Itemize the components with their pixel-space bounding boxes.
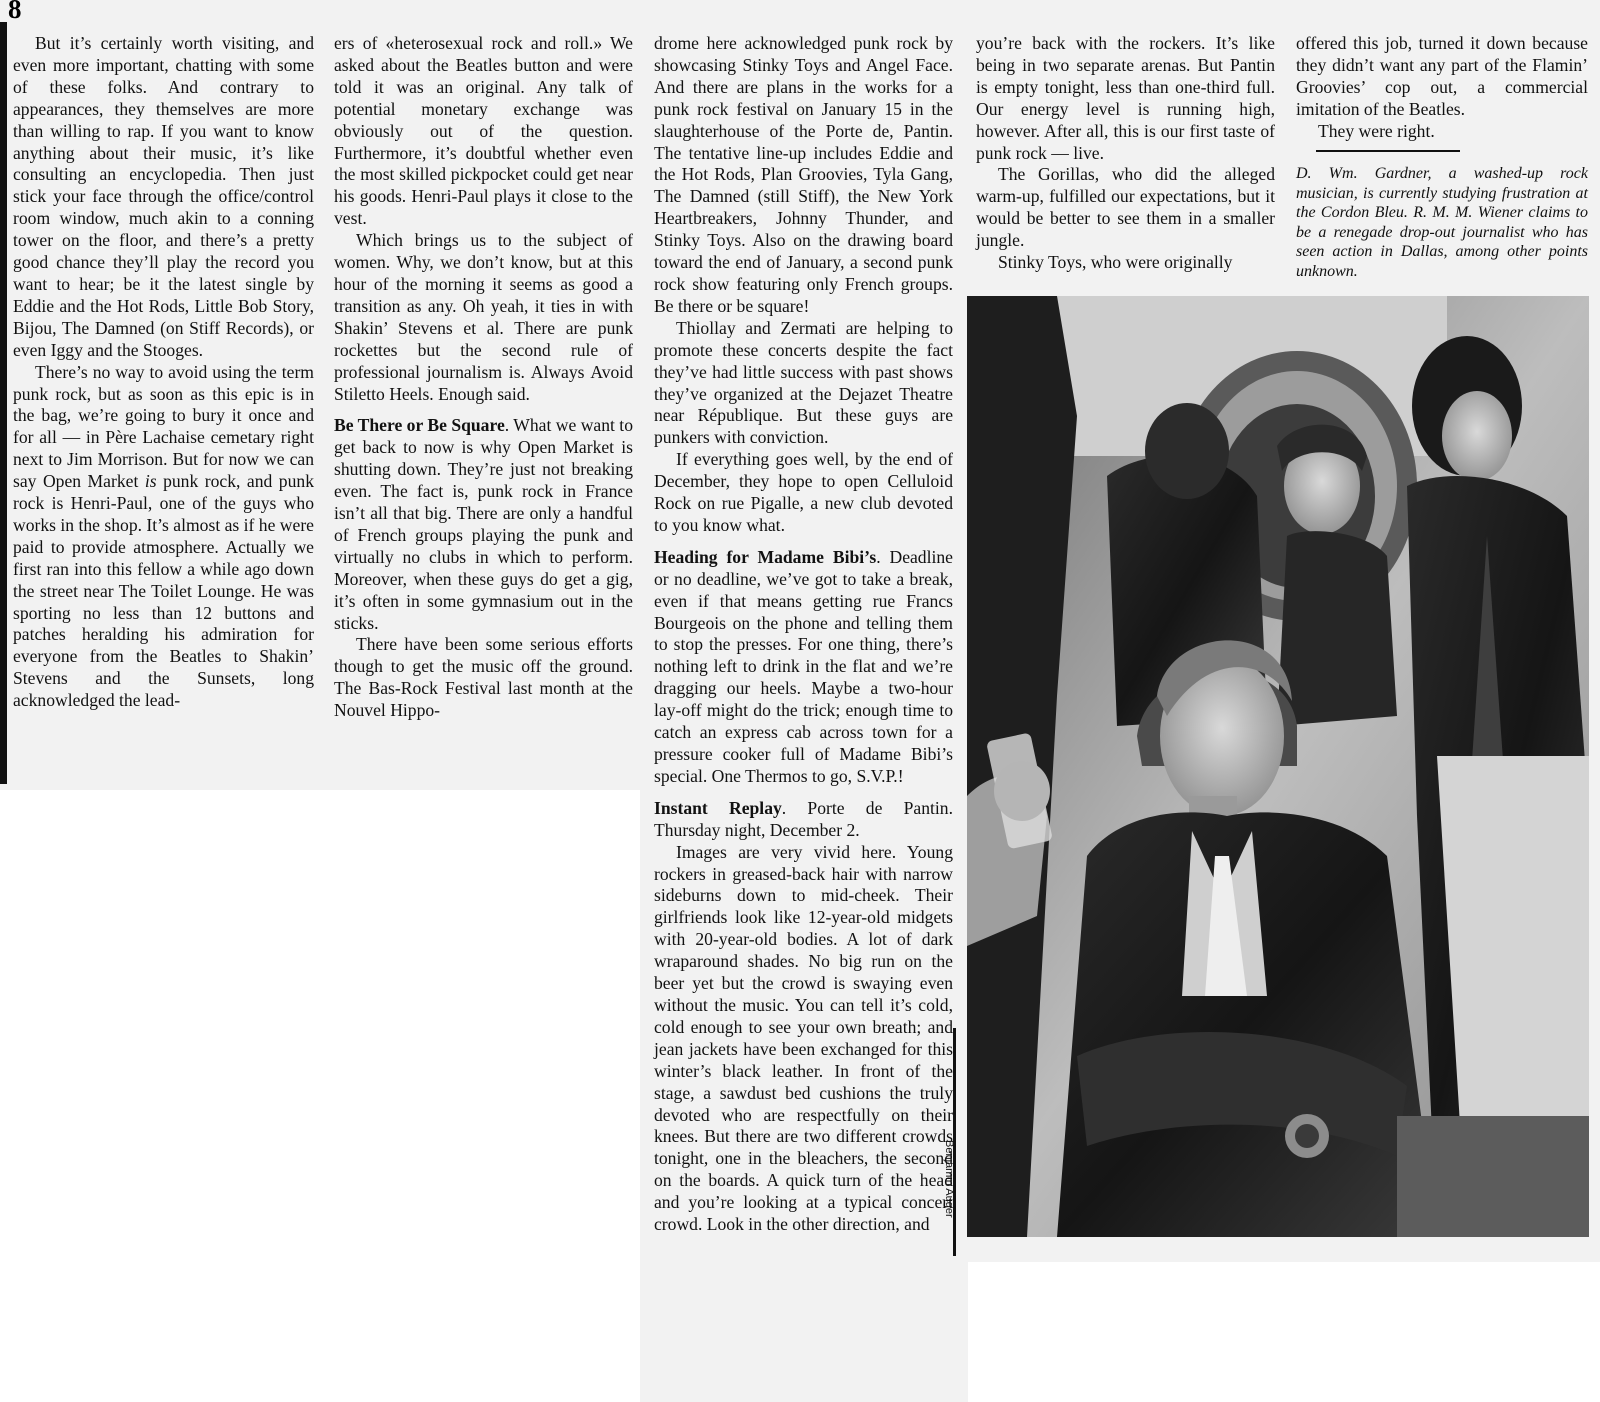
col4-paragraph-2: The Gorillas, who did the alleged warm-up, fulfilled our expectations, but it would be better to see them in a smaller jungle.: [976, 164, 1275, 251]
col3-section-madame-bibi: Heading for Madame Bibi’s. Deadline or no deadline, we’ve got to take a break, even if that means getting rue Francs Bourgeois on the phone and telling them to stop the presses. For one thing, there’s nothing left to drink in the flat and we’re dragging our heels. Maybe a two-hour lay-off might do the trick; enough time to catch an express cab across town for a pressure cooker full of Madame Bibi’s special. One Thermos to go, S.V.P.!: [654, 546, 953, 786]
concert-photo: [967, 296, 1589, 1237]
col2-paragraph-4: There have been some serious efforts though to get the music off the ground. The Bas-Rock Festival last month at the Nouvel Hippo-: [334, 634, 633, 721]
col3-paragraph-3: If everything goes well, by the end of December, they hope to open Celluloid Rock on rue Pigalle, a new club devoted to you know what.: [654, 449, 953, 535]
author-bio: D. Wm. Gardner, a washed-up rock musician, is currently studying frustration at the Cordon Bleu. R. M. M. Wiener claims to be a renegade drop-out journalist who has seen action in Dallas, among other points unknown.: [1296, 165, 1588, 280]
col3-paragraph-2: Thiollay and Zermati are helping to promote these concerts despite the fact they’ve had little success with past shows they’ve organized at the Dejazet Theatre near République. But these guys are punkers with conviction.: [654, 317, 953, 448]
article-column-2: [334, 33, 633, 722]
subhead-madame-bibi: Heading for Madame Bibi’s: [654, 546, 877, 567]
subhead-be-there: Be There or Be Square: [334, 415, 505, 436]
col2-paragraph-1: ers of «heterosexual rock and roll.» We asked about the Beatles button and were told it was an original. Any talk of potential monetary exchange was obviously out of the question. Furthermore, it’s doubtful whether even the most skilled pickpocket could get near his goods. Henri-Paul plays it close to the vest.: [334, 33, 633, 229]
col5-paragraph-2: They were right.: [1318, 120, 1435, 141]
col2-section-be-there: Be There or Be Square. What we want to get back to now is why Open Market is shutting down. They’re just not breaking even. The fact is, punk rock in France isn’t all that big. There are only a handful of French groups playing the punk and virtually no clubs in which to perform. Moreover, when these guys do get a gig, it’s often in some gymnasium out in the sticks.: [334, 415, 633, 633]
col3-paragraph-1: drome here acknowledged punk rock by showcasing Stinky Toys and Angel Face. And there are plans in the works for a punk rock festival on January 15 in the slaughterhouse of the Porte de, Pantin. The tentative line-up includes Eddie and the Hot Rods, Plan Groovies, Tyla Gang, The Damned (still Stiff), the New York Heartbreakers, Johnny Thunder, and Stinky Toys. Also on the drawing board toward the end of January, a second punk rock show featuring only French groups. Be there or be square!: [654, 33, 953, 316]
col2-paragraph-2: Which brings us to the subject of women. Why, we don’t know, but at this hour of the morning it seems as good a transition as any. Oh yeah, it ties in with Shakin’ Stevens et al. There are punk rockettes but the second rule of professional journalism is. Always Avoid Stiletto Heels. Enough said.: [334, 230, 633, 404]
col3-paragraph-6: Images are very vivid here. Young rockers in greased-back hair with narrow sideburns down to mid-cheek. Their girlfriends look like 12-year-old midgets with 20-year-old bodies. A lot of dark wraparound shades. No big run on the beer yet but the crowd is swaying even without the music. You can tell it’s cold, cold enough to see your own breath; and jean jackets have been exchanged for this winter’s black leather. In front of the stage, a sawdust bed cushions the truly devoted who are respectfully on their knees. But there are two different crowds tonight, one in the bleachers, the second on the boards. A quick turn of the head and you’re looking at a typical concert crowd. Look in the other direction, and: [654, 841, 953, 1235]
col4-paragraph-3: Stinky Toys, who were originally: [998, 252, 1233, 273]
col1-paragraph-2: There’s no way to avoid using the term punk rock, but as soon as this epic is in the bag, we’re going to bury it once and for all — in Père Lachaise cemetary right next to Jim Morrison. But for now we can say Open Market is punk rock, and punk rock is Henri-Paul, one of the guys who works in the shop. It’s almost as if he were paid to provide atmosphere. Actually we first ran into this fellow a while ago down the street near The Toilet Lounge. He was sporting no less than 12 buttons and patches heralding his admiration for everyone from the Beatles to Shakin’ Stevens and the Sunsets, long acknowledged the lead-: [13, 361, 314, 711]
col4-paragraph-1: you’re back with the rockers. It’s like being in two separate arenas. But Pantin is empty tonight, less than one-third full. Our energy level is running high, however. After all, this is our first taste of punk rock — live.: [976, 33, 1275, 163]
bio-divider-rule: [1316, 150, 1460, 152]
col1-paragraph-1: But it’s certainly worth visiting, and even more important, chatting with some of these folks. And contrary to appearances, they themselves are more than willing to rap. If you want to know anything about their music, it’s like consulting an encyclopedia. Then just stick your face through the office/control room window, much akin to a conning tower on the floor, and there’s a pretty good chance they’ll play the record you want to hear; be it the latest single by Eddie and the Hot Rods, Little Bob Story, Bijou, The Damned (on Stiff Records), or even Iggy and the Stooges.: [13, 33, 314, 360]
photo-credit: [943, 1028, 967, 1256]
article-column-4: [976, 33, 1275, 274]
subhead-instant-replay: Instant Replay: [654, 797, 782, 818]
col5-paragraph-1: offered this job, turned it down because they didn’t want any part of the Flamin’ Groovies’ cop out, a commercial imitation of the Beatles.: [1296, 33, 1588, 119]
article-column-5: [1296, 33, 1588, 143]
page-number: 8: [8, 0, 22, 24]
photo-credit-text: Benjamin Auger: [943, 1140, 955, 1218]
left-margin-rule: [0, 22, 7, 784]
article-column-3: [654, 33, 953, 1236]
article-column-1: [13, 33, 314, 712]
col3-section-instant-replay: Instant Replay. Porte de Pantin. Thursday night, December 2.: [654, 797, 953, 840]
photo-illustration: [967, 296, 1589, 1237]
